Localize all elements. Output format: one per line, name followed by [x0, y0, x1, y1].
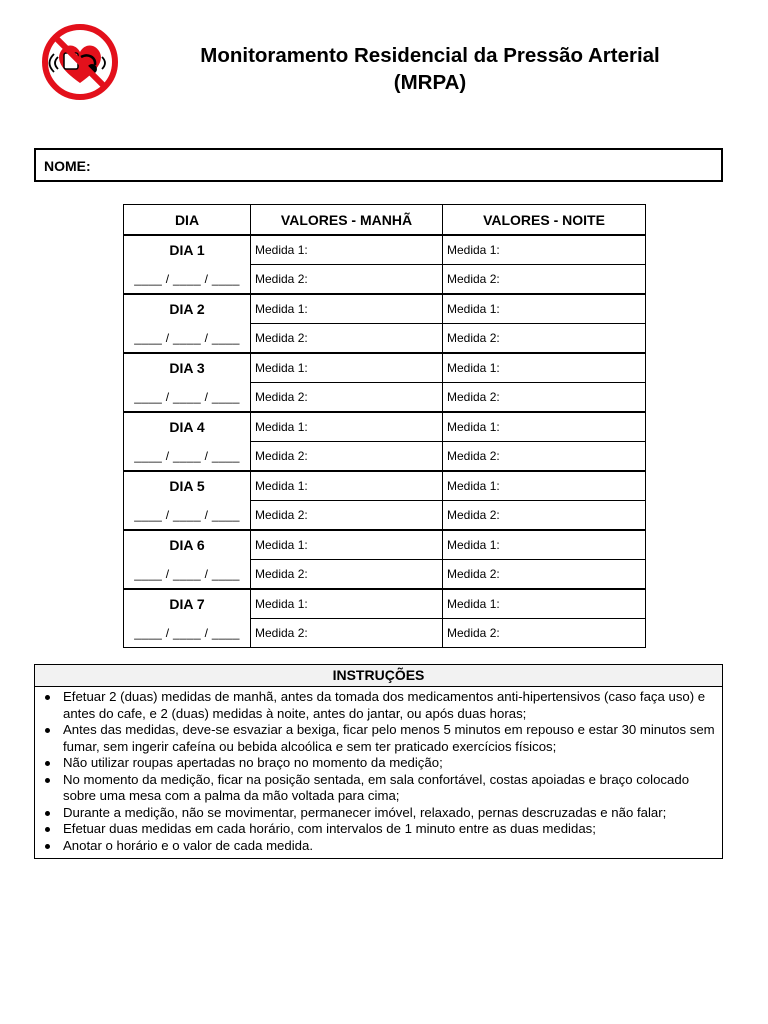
instructions-list	[35, 687, 722, 858]
morning-measure-1-field[interactable]: Medida 1:	[251, 412, 443, 442]
night-measure-1-field[interactable]: Medida 1:	[443, 294, 646, 324]
day-date-field[interactable]: ____ / ____ / ____	[134, 390, 240, 404]
night-measure-1-field[interactable]: Medida 1:	[443, 412, 646, 442]
day-cell	[124, 471, 251, 530]
instruction-item: Efetuar 2 (duas) medidas de manhã, antes da tomada dos medicamentos anti-hipertensivos (caso faça uso) e antes do cafe, e 2 (duas) medidas à noite, antes do jantar, ou após duas horas;	[63, 689, 716, 722]
day-cell	[124, 294, 251, 353]
day-date-field[interactable]: ____ / ____ / ____	[134, 272, 240, 286]
column-header-morning: VALORES - MANHÃ	[251, 205, 443, 236]
day-date-field[interactable]: ____ / ____ / ____	[134, 508, 240, 522]
morning-measure-1-field[interactable]: Medida 1:	[251, 589, 443, 619]
day-cell	[124, 530, 251, 589]
night-measure-2-field[interactable]: Medida 2:	[443, 619, 646, 648]
day-cell	[124, 353, 251, 412]
instruction-item: No momento da medição, ficar na posição sentada, em sala confortável, costas apoiadas e braço colocado sobre uma mesa com a palma da mão voltada para cima;	[63, 772, 716, 805]
instruction-item: Efetuar duas medidas em cada horário, com intervalos de 1 minuto entre as duas medidas;	[63, 821, 716, 838]
column-header-night: VALORES - NOITE	[443, 205, 646, 236]
night-measure-2-field[interactable]: Medida 2:	[443, 324, 646, 354]
instructions-box	[34, 664, 723, 859]
night-measure-2-field[interactable]: Medida 2:	[443, 442, 646, 472]
day-cell	[124, 412, 251, 471]
night-measure-1-field[interactable]: Medida 1:	[443, 353, 646, 383]
night-measure-2-field[interactable]: Medida 2:	[443, 265, 646, 295]
morning-measure-1-field[interactable]: Medida 1:	[251, 471, 443, 501]
day-label: DIA 6	[169, 537, 205, 553]
page-title	[140, 42, 720, 96]
day-cell	[124, 235, 251, 294]
morning-measure-2-field[interactable]: Medida 2:	[251, 619, 443, 648]
morning-measure-2-field[interactable]: Medida 2:	[251, 442, 443, 472]
table-row	[124, 235, 646, 265]
instruction-item: Antes das medidas, deve-se esvaziar a bexiga, ficar pelo menos 5 minutos em repouso e estar 30 minutos sem fumar, sem ingerir cafeína ou bebida alcoólica e sem ter praticado exercícios físicos;	[63, 722, 715, 754]
day-label: DIA 5	[169, 478, 205, 494]
instruction-item: Durante a medição, não se movimentar, permanecer imóvel, relaxado, pernas descruzadas e não falar;	[63, 805, 716, 822]
day-date-field[interactable]: ____ / ____ / ____	[134, 626, 240, 640]
day-label: DIA 7	[169, 596, 205, 612]
morning-measure-2-field[interactable]: Medida 2:	[251, 324, 443, 354]
day-date-field[interactable]: ____ / ____ / ____	[134, 449, 240, 463]
morning-measure-1-field[interactable]: Medida 1:	[251, 294, 443, 324]
night-measure-1-field[interactable]: Medida 1:	[443, 530, 646, 560]
day-date-field[interactable]: ____ / ____ / ____	[134, 331, 240, 345]
morning-measure-1-field[interactable]: Medida 1:	[251, 530, 443, 560]
instructions-title: INSTRUÇÕES	[35, 665, 722, 687]
day-label: DIA 1	[169, 242, 205, 258]
name-field[interactable]	[34, 148, 723, 182]
day-label: DIA 4	[169, 419, 205, 435]
morning-measure-1-field[interactable]: Medida 1:	[251, 353, 443, 383]
day-cell	[124, 589, 251, 648]
table-row	[124, 589, 646, 619]
night-measure-2-field[interactable]: Medida 2:	[443, 383, 646, 413]
no-hypertension-heart-icon	[38, 23, 122, 101]
table-row	[124, 353, 646, 383]
night-measure-1-field[interactable]: Medida 1:	[443, 471, 646, 501]
name-label: NOME:	[44, 158, 91, 174]
day-label: DIA 2	[169, 301, 205, 317]
morning-measure-2-field[interactable]: Medida 2:	[251, 383, 443, 413]
night-measure-2-field[interactable]: Medida 2:	[443, 501, 646, 531]
table-row	[124, 471, 646, 501]
morning-measure-2-field[interactable]: Medida 2:	[251, 265, 443, 295]
instruction-item: Não utilizar roupas apertadas no braço no momento da medição;	[63, 755, 716, 772]
measurement-table	[123, 204, 646, 648]
table-row	[124, 294, 646, 324]
morning-measure-1-field[interactable]: Medida 1:	[251, 235, 443, 265]
morning-measure-2-field[interactable]: Medida 2:	[251, 560, 443, 590]
instruction-item: Anotar o horário e o valor de cada medida.	[63, 838, 716, 855]
night-measure-1-field[interactable]: Medida 1:	[443, 589, 646, 619]
night-measure-1-field[interactable]: Medida 1:	[443, 235, 646, 265]
day-date-field[interactable]: ____ / ____ / ____	[134, 567, 240, 581]
day-label: DIA 3	[169, 360, 205, 376]
page-title-line2: (MRPA)	[393, 71, 467, 94]
table-row	[124, 412, 646, 442]
column-header-day: DIA	[124, 205, 251, 236]
morning-measure-2-field[interactable]: Medida 2:	[251, 501, 443, 531]
night-measure-2-field[interactable]: Medida 2:	[443, 560, 646, 590]
page-title-line1: Monitoramento Residencial da Pressão Arterial	[200, 44, 660, 67]
table-row	[124, 530, 646, 560]
table-header-row	[124, 205, 646, 236]
